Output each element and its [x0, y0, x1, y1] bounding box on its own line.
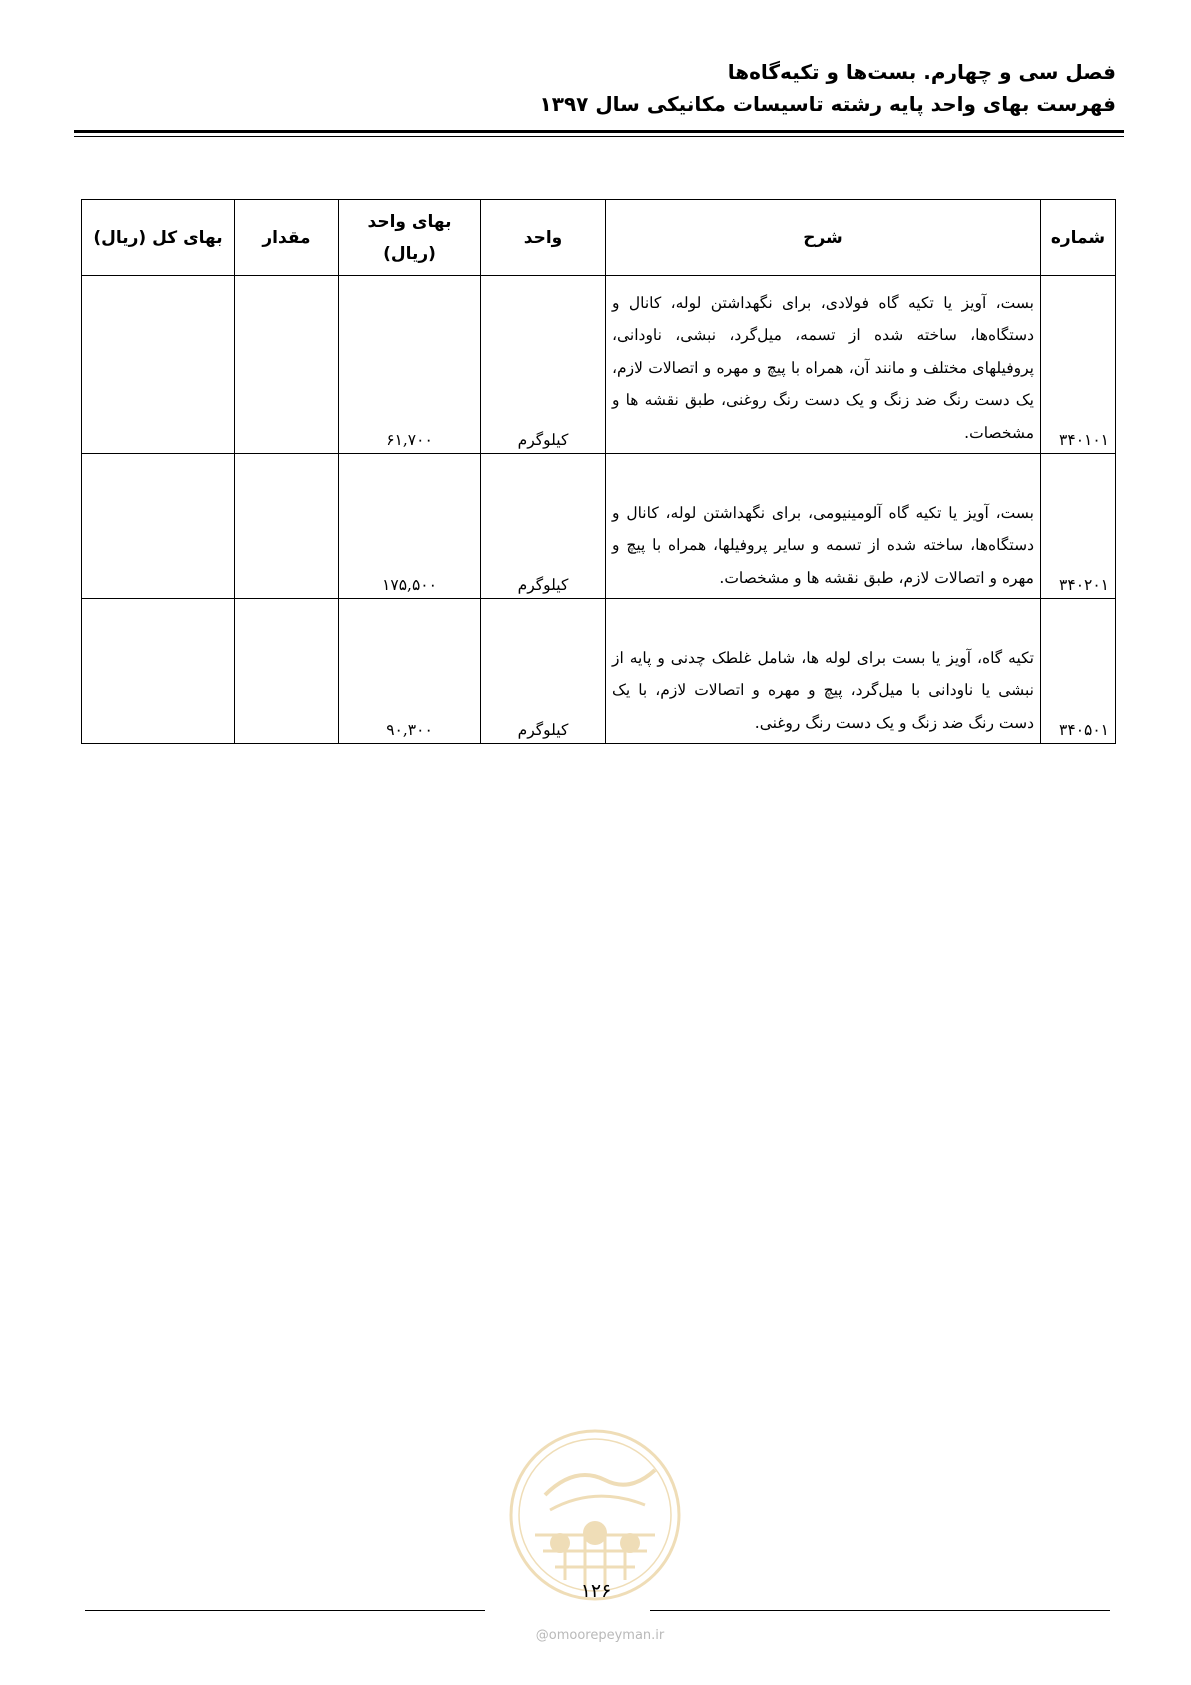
- item-description: بست، آویز یا تکیه گاه آلومینیومی، برای نگهداشتن لوله، کانال و دستگاه‌ها، ساخته شده از تسمه و سایر پروفیلها، همراه با پیچ و مهره و اتصالات لازم، طبق نقشه ها و مشخصات.: [606, 454, 1041, 599]
- chapter-title: فصل سی و چهارم. بست‌ها و تکیه‌گاه‌ها: [727, 60, 1116, 84]
- item-number: ۳۴۰۵۰۱: [1041, 599, 1116, 744]
- price-list-table: [81, 199, 1116, 744]
- item-quantity: [235, 276, 339, 454]
- item-unit: کیلوگرم: [481, 276, 606, 454]
- item-unit: کیلوگرم: [481, 599, 606, 744]
- footer-rule-right: [650, 1610, 1110, 1611]
- item-number: ۳۴۰۲۰۱: [1041, 454, 1116, 599]
- item-number: ۳۴۰۱۰۱: [1041, 276, 1116, 454]
- header-rule-thick: [74, 130, 1124, 133]
- item-total-price: [82, 276, 235, 454]
- item-unit-price: ۱۷۵,۵۰۰: [339, 454, 481, 599]
- item-total-price: [82, 599, 235, 744]
- col-header-description: شرح: [606, 200, 1041, 276]
- col-header-unit: واحد: [481, 200, 606, 276]
- item-quantity: [235, 599, 339, 744]
- table-row: [82, 599, 1116, 744]
- website-watermark: @omoorepeyman.ir: [535, 1628, 665, 1643]
- table-header-row: [82, 200, 1116, 276]
- page-number: ۱۲۶: [580, 1580, 612, 1602]
- omoorepeyman-seal-logo-icon: [505, 1425, 685, 1605]
- item-quantity: [235, 454, 339, 599]
- item-unit-price: ۹۰,۳۰۰: [339, 599, 481, 744]
- header-rule-thin: [74, 136, 1124, 137]
- item-description: تکیه گاه، آویز یا بست برای لوله ها، شامل غلطک چدنی و پایه از نبشی یا ناودانی با میل‌گرد، پیچ و مهره و اتصالات لازم، با یک دست رنگ ضد زنگ و یک دست رنگ روغنی.: [606, 599, 1041, 744]
- price-list-title: فهرست بهای واحد پایه رشته تاسیسات مکانیکی سال ۱۳۹۷: [539, 92, 1116, 116]
- item-unit: کیلوگرم: [481, 454, 606, 599]
- item-total-price: [82, 454, 235, 599]
- page-header: [66, 56, 1116, 120]
- table-row: [82, 454, 1116, 599]
- col-header-total-price: بهای کل (ریال): [82, 200, 235, 276]
- col-header-quantity: مقدار: [235, 200, 339, 276]
- col-header-number: شماره: [1041, 200, 1116, 276]
- item-description: بست، آویز یا تکیه گاه فولادی، برای نگهداشتن لوله، کانال و دستگاه‌ها، ساخته شده از تسمه، میل‌گرد، نبشی، ناودانی، پروفیلهای مختلف و مانند آن، همراه با پیچ و مهره و اتصالات لازم، یک دست رنگ ضد زنگ و یک دست رنگ روغنی، طبق نقشه ها و مشخصات.: [606, 276, 1041, 454]
- table-row: [82, 276, 1116, 454]
- col-header-unit-price: بهای واحد (ریال): [339, 200, 481, 276]
- item-unit-price: ۶۱,۷۰۰: [339, 276, 481, 454]
- footer-rule-left: [85, 1610, 485, 1611]
